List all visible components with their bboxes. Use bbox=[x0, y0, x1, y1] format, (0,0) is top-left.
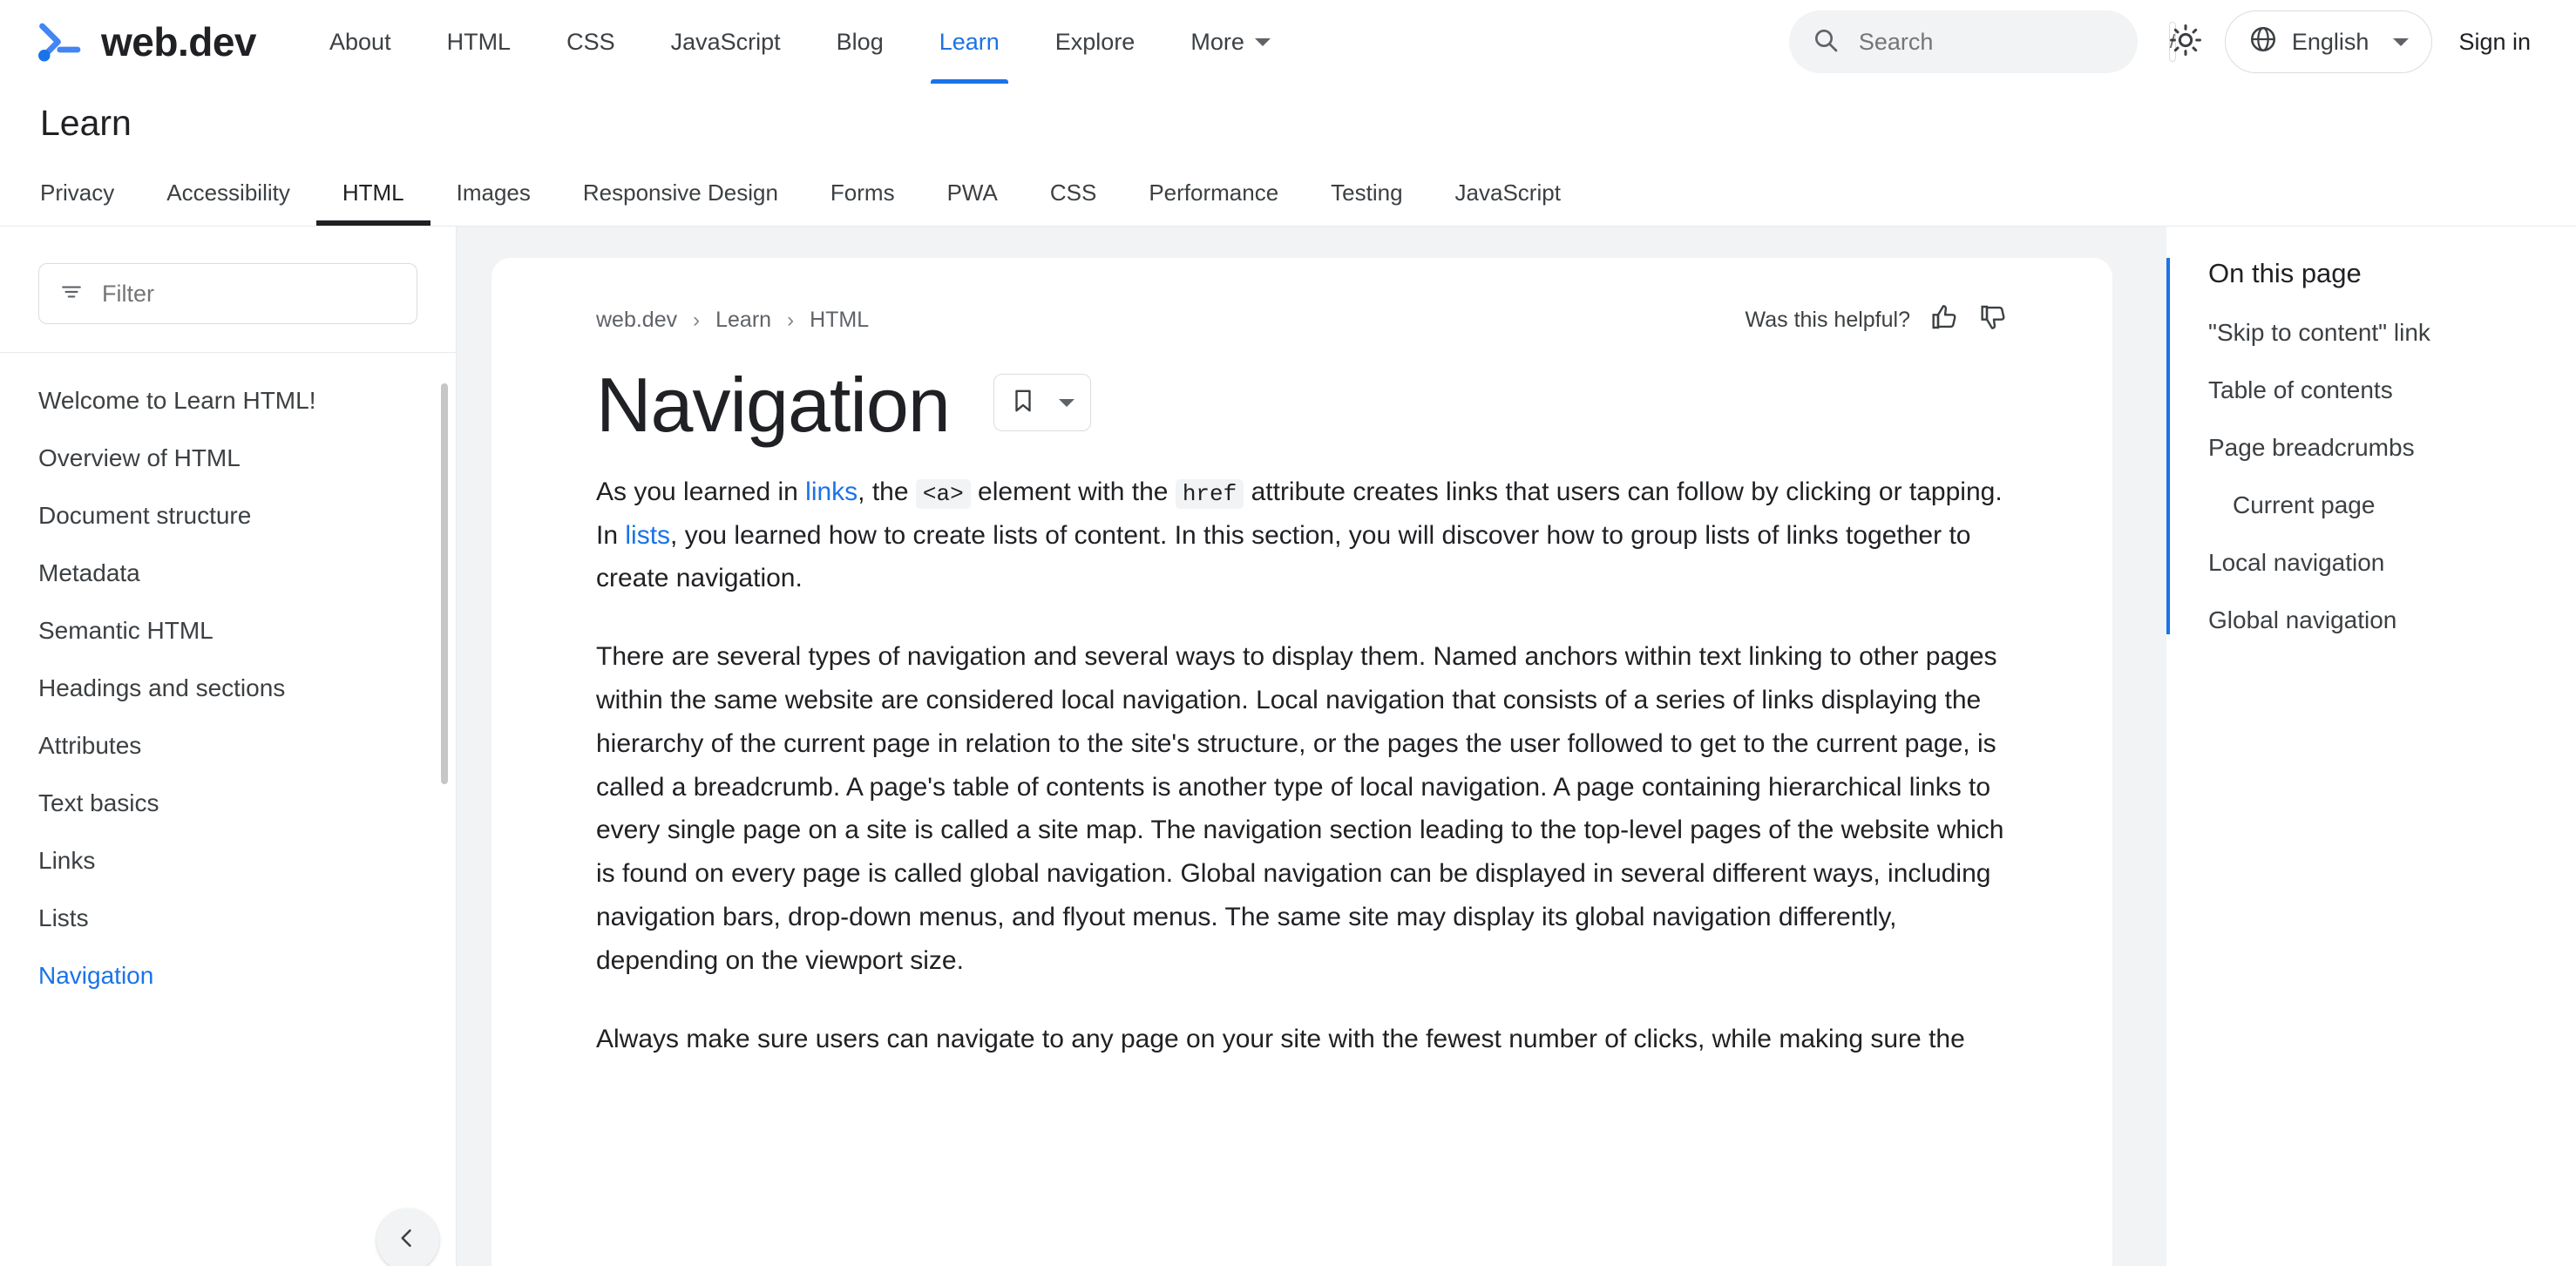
sidebar-item-headings-and-sections[interactable]: Headings and sections bbox=[38, 674, 286, 701]
feedback-question: Was this helpful? bbox=[1745, 308, 1910, 332]
breadcrumb-separator: › bbox=[787, 308, 795, 332]
toc-item-skip-to-content-link[interactable]: "Skip to content" link bbox=[2208, 319, 2430, 346]
nav-item-more-label: More bbox=[1190, 28, 1244, 55]
search-input[interactable] bbox=[1857, 28, 2169, 57]
chevron-down-icon bbox=[1059, 399, 1074, 407]
chevron-left-icon bbox=[395, 1225, 421, 1256]
sidebar-item-lists[interactable]: Lists bbox=[38, 904, 89, 931]
p1-text-b: , the bbox=[858, 477, 916, 506]
toc-item-local-navigation[interactable]: Local navigation bbox=[2208, 549, 2385, 576]
paragraph-2: There are several types of navigation and several ways to display them. Named anchors within text linking to other pages within the same website are considered local navigation. Local navigation that consists of a series of links displaying the hierarchy of the current page in relation to the site's structure, or the pages the user followed to get to the current page, is called a breadcrumb. A page's table of contents is another type of local navigation. A page containing hierarchical links to every single page on a site is called a site map. The navigation section leading to the top-level pages of the website which is found on every page is called global navigation. Global navigation can be displayed in several different ways, including navigation bars, drop-down menus, and flyout menus. The same site may display its global navigation differently, depending on the viewport size. bbox=[596, 642, 2004, 975]
search-icon bbox=[1812, 26, 1840, 58]
sidebar-item-welcome-to-learn-html[interactable]: Welcome to Learn HTML! bbox=[38, 387, 316, 414]
p1-text-c: element with the bbox=[970, 477, 1176, 506]
bookmark-icon bbox=[1010, 388, 1036, 418]
link-links[interactable]: links bbox=[805, 477, 858, 506]
toc-item-global-navigation[interactable]: Global navigation bbox=[2208, 606, 2397, 633]
logo-text: web.dev bbox=[101, 19, 257, 64]
page-title: Navigation bbox=[596, 362, 950, 448]
language-label: English bbox=[2291, 28, 2369, 55]
search-shortcut-key: / bbox=[2169, 22, 2176, 62]
p1-text-e: , you learned how to create lists of content. In this section, you will discover how to group lists of links together to create navigation. bbox=[596, 520, 1971, 593]
language-selector[interactable] bbox=[2225, 10, 2433, 73]
sidebar bbox=[0, 227, 457, 1266]
on-this-page-toc bbox=[2166, 227, 2576, 1266]
section-tabs bbox=[38, 159, 2538, 226]
code-anchor-element: <a> bbox=[916, 479, 971, 509]
tab-html[interactable]: HTML bbox=[316, 179, 430, 226]
sidebar-item-document-structure[interactable]: Document structure bbox=[38, 502, 252, 529]
tab-accessibility[interactable]: Accessibility bbox=[166, 179, 290, 206]
breadcrumb-item-webdev[interactable]: web.dev bbox=[596, 308, 678, 332]
page-section-title: Learn bbox=[40, 103, 132, 143]
nav-item-css[interactable]: CSS bbox=[566, 28, 615, 55]
chevron-down-icon bbox=[1255, 38, 1271, 46]
nav-item-explore[interactable]: Explore bbox=[1054, 28, 1135, 55]
sidebar-item-attributes[interactable]: Attributes bbox=[38, 732, 142, 759]
sidebar-collapse-button[interactable] bbox=[376, 1208, 439, 1266]
tab-responsive-design[interactable]: Responsive Design bbox=[582, 179, 778, 206]
filter-icon bbox=[60, 281, 83, 308]
nav-item-more[interactable] bbox=[1163, 0, 1298, 84]
breadcrumb-item-learn[interactable]: Learn bbox=[715, 308, 772, 332]
sidebar-scrollbar-thumb[interactable] bbox=[441, 383, 448, 784]
tab-testing[interactable]: Testing bbox=[1331, 179, 1403, 206]
filter-box[interactable] bbox=[38, 263, 417, 324]
tab-javascript[interactable]: JavaScript bbox=[1454, 179, 1561, 206]
search-box[interactable] bbox=[1789, 10, 2175, 73]
sidebar-scrollbar[interactable] bbox=[441, 383, 448, 1191]
sidebar-item-links[interactable]: Links bbox=[38, 847, 96, 874]
nav-item-javascript[interactable]: JavaScript bbox=[670, 28, 781, 55]
page-body bbox=[0, 227, 2576, 1266]
tab-images[interactable]: Images bbox=[456, 179, 531, 206]
tab-forms[interactable]: Forms bbox=[830, 179, 895, 206]
nav-item-about[interactable]: About bbox=[329, 28, 391, 55]
sidebar-item-overview-of-html[interactable]: Overview of HTML bbox=[38, 444, 241, 471]
globe-icon bbox=[2248, 24, 2278, 60]
bookmark-button[interactable] bbox=[993, 374, 1091, 431]
tab-css[interactable]: CSS bbox=[1049, 179, 1097, 206]
top-header bbox=[0, 0, 2576, 84]
sun-icon bbox=[2169, 24, 2202, 61]
sign-in-button[interactable]: Sign in bbox=[2458, 28, 2531, 55]
nav-item-html[interactable]: HTML bbox=[446, 28, 512, 55]
primary-nav bbox=[302, 0, 1298, 84]
site-logo[interactable] bbox=[38, 20, 256, 64]
code-href-attribute: href bbox=[1176, 479, 1244, 509]
breadcrumb bbox=[596, 308, 869, 333]
filter-input[interactable] bbox=[100, 280, 412, 308]
thumb-down-icon[interactable] bbox=[1980, 303, 2008, 337]
article-card bbox=[491, 258, 2112, 1266]
p1-text-a: As you learned in bbox=[596, 477, 806, 506]
toc-item-page-breadcrumbs[interactable]: Page breadcrumbs bbox=[2208, 434, 2415, 461]
title-row bbox=[596, 337, 2008, 448]
p1-text-d: attribute creates links that users can follow by clicking or tapping. In bbox=[596, 477, 2003, 550]
breadcrumb-separator: › bbox=[693, 308, 701, 332]
toc-title: On this page bbox=[2208, 258, 2362, 288]
sidebar-item-metadata[interactable]: Metadata bbox=[38, 559, 140, 586]
paragraph-1 bbox=[596, 471, 2008, 600]
feedback-widget bbox=[1746, 303, 2008, 337]
breadcrumb-row bbox=[596, 303, 2008, 337]
chevron-down-icon bbox=[2393, 38, 2409, 46]
sidebar-item-semantic-html[interactable]: Semantic HTML bbox=[38, 617, 214, 644]
toc-item-table-of-contents[interactable]: Table of contents bbox=[2208, 376, 2393, 403]
breadcrumb-item-html[interactable]: HTML bbox=[810, 308, 870, 332]
link-lists[interactable]: lists bbox=[625, 520, 671, 550]
tab-performance[interactable]: Performance bbox=[1149, 179, 1279, 206]
sidebar-item-navigation[interactable]: Navigation bbox=[38, 962, 154, 989]
thumb-up-icon[interactable] bbox=[1931, 303, 1959, 337]
paragraph-3: Always make sure users can navigate to any page on your site with the fewest number of clicks, while making sure the bbox=[596, 1024, 1965, 1053]
theme-toggle-button[interactable] bbox=[2159, 15, 2213, 69]
webdev-logo-icon bbox=[38, 20, 85, 64]
toc-item-current-page[interactable]: Current page bbox=[2233, 491, 2376, 518]
main-content bbox=[457, 227, 2166, 1266]
tab-pwa[interactable]: PWA bbox=[946, 179, 998, 206]
article-body bbox=[596, 471, 2008, 1061]
section-header bbox=[0, 84, 2576, 227]
nav-item-learn[interactable]: Learn bbox=[912, 0, 1027, 84]
tab-privacy[interactable]: Privacy bbox=[40, 179, 115, 206]
nav-item-blog[interactable]: Blog bbox=[836, 28, 884, 55]
sidebar-item-text-basics[interactable]: Text basics bbox=[38, 789, 159, 816]
sidebar-nav bbox=[0, 353, 456, 1005]
